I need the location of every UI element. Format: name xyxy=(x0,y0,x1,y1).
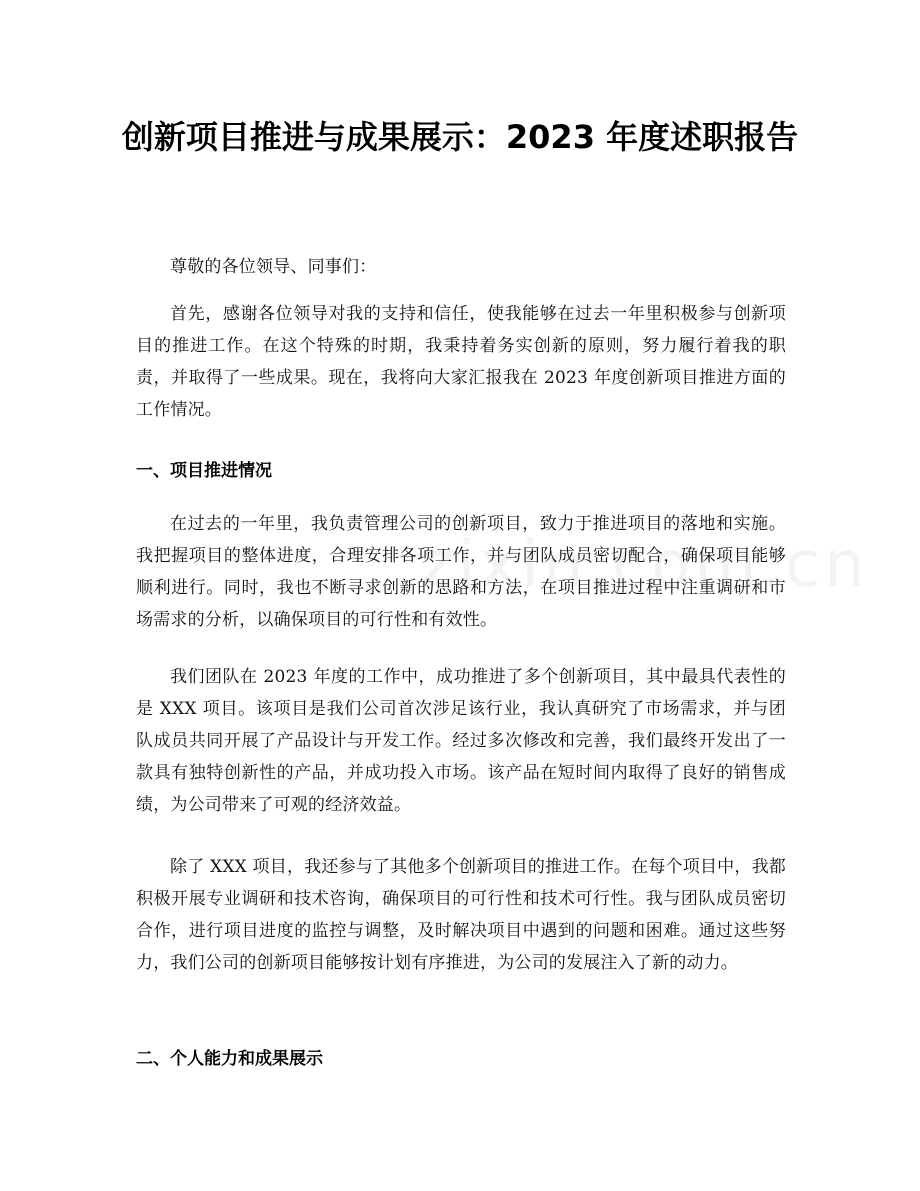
section-heading-1: 一、项目推进情况 xyxy=(136,461,272,481)
section-1-paragraph-1: 在过去的一年里，我负责管理公司的创新项目，致力于推进项目的落地和实施。我把握项目的整体进度，合理安排各项工作，并与团队成员密切配合，确保项目能够顺利进行。同时，我也不断寻求创新的思路和方法，在项目推进过程中注重调研和市场需求的分析，以确保项目的可行性和有效性。 xyxy=(136,514,786,630)
section-1-paragraph-2: 我们团队在 2023 年度的工作中，成功推进了多个创新项目，其中最具代表性的是 XXX 项目。该项目是我们公司首次涉足该行业，我认真研究了市场需求，并与团队成员共同开展了产品设计与开发工作。经过多次修改和完善，我们最终开发出了一款具有独特创新性的产品，并成功投入市场。该产品在短时间内取得了良好的销售成绩，为公司带来了可观的经济效益。 xyxy=(136,667,786,815)
section-heading-2: 二、个人能力和成果展示 xyxy=(136,1049,323,1069)
document-title: 创新项目推进与成果展示：2023 年度述职报告 xyxy=(121,118,799,156)
greeting: 尊敬的各位领导、同事们： xyxy=(170,257,377,277)
section-1-paragraph-3: 除了 XXX 项目，我还参与了其他多个创新项目的推进工作。在每个项目中，我都积极开展专业调研和技术咨询，确保项目的可行性和技术可行性。我与团队成员密切合作，进行项目进度的监控与调整，及时解决项目中遇到的问题和困难。通过这些努力，我们公司的创新项目能够按计划有序推进，为公司的发展注入了新的动力。 xyxy=(136,857,786,973)
intro-paragraph: 首先，感谢各位领导对我的支持和信任，使我能够在过去一年里积极参与创新项目的推进工作。在这个特殊的时期，我秉持着务实创新的原则，努力履行着我的职责，并取得了一些成果。现在，我将向大家汇报我在 2023 年度创新项目推进方面的工作情况。 xyxy=(136,304,786,420)
